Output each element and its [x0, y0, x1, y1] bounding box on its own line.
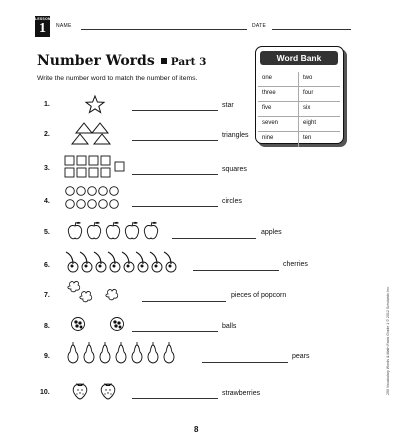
answer-line-6[interactable] [193, 270, 279, 271]
item-number-8: 8. [44, 323, 50, 330]
cherry-icon [64, 250, 190, 274]
word-bank-word: nine [258, 132, 299, 147]
answer-line-10[interactable] [132, 398, 218, 399]
instructions: Write the number word to match the number of items. [37, 75, 198, 82]
item-number-5: 5. [44, 229, 50, 236]
apple-icon [67, 219, 163, 241]
lesson-number: 1 [39, 21, 46, 36]
word-bank-row [258, 102, 340, 117]
answer-line-2[interactable] [132, 140, 218, 141]
item-number-9: 9. [44, 353, 50, 360]
item-number-2: 2. [44, 131, 50, 138]
item-number-7: 7. [44, 292, 50, 299]
item-label-7: pieces of popcorn [231, 292, 287, 299]
word-bank-word: four [303, 90, 314, 96]
word-bank-row [258, 132, 340, 147]
item-number-1: 1. [44, 101, 50, 108]
strawberry-icon [70, 380, 124, 400]
copyright-side-text: 250 Vocabulary Words & Math Facts Grade 1 © 2012 Scholastic Inc. [386, 285, 390, 395]
item-label-4: circles [222, 198, 242, 205]
date-field[interactable] [272, 29, 351, 30]
item-label-5: apples [261, 229, 282, 236]
lesson-word: LESSON [35, 17, 51, 21]
answer-line-8[interactable] [132, 331, 218, 332]
answer-line-5[interactable] [172, 238, 256, 239]
item-label-1: star [222, 102, 234, 109]
word-bank-word: seven [258, 117, 299, 131]
word-bank-word: six [303, 105, 311, 111]
item-number-6: 6. [44, 262, 50, 269]
triangle-icon [72, 122, 118, 146]
item-label-8: balls [222, 323, 237, 330]
word-bank-word: one [258, 72, 299, 86]
item-label-3: squares [222, 166, 247, 173]
star-icon [85, 95, 105, 113]
ball-icon [70, 316, 128, 332]
word-bank-row [258, 87, 340, 102]
circle-icon [65, 186, 127, 210]
page-number: 8 [194, 425, 199, 434]
pear-icon [66, 341, 190, 367]
title-main: Number Words [37, 53, 155, 69]
name-field[interactable] [81, 29, 247, 30]
word-bank-grid [258, 72, 340, 147]
square-icon [65, 156, 127, 178]
answer-line-7[interactable] [142, 301, 226, 302]
word-bank-word: eight [303, 120, 317, 126]
word-bank-word: three [258, 87, 299, 101]
item-label-9: pears [292, 353, 310, 360]
date-label: DATE [252, 23, 267, 29]
title-part: Part 3 [170, 56, 207, 68]
answer-line-4[interactable] [132, 206, 218, 207]
word-bank-word: five [258, 102, 299, 116]
answer-line-1[interactable] [132, 110, 218, 111]
item-number-10: 10. [40, 389, 50, 396]
word-bank-word: ten [303, 135, 312, 141]
word-bank-title: Word Bank [260, 51, 338, 65]
lesson-badge [35, 16, 50, 37]
answer-line-9[interactable] [202, 362, 288, 363]
item-label-2: triangles [222, 132, 249, 139]
name-label: NAME [56, 23, 72, 29]
title-bullet-icon [161, 58, 167, 64]
item-label-6: cherries [283, 261, 308, 268]
word-bank-row [258, 117, 340, 132]
popcorn-icon [66, 280, 128, 306]
word-bank [255, 46, 344, 144]
word-bank-row [258, 72, 340, 87]
answer-line-3[interactable] [132, 174, 218, 175]
word-bank-word: two [303, 75, 313, 81]
item-label-10: strawberries [222, 390, 261, 397]
page-title [37, 53, 206, 69]
item-number-4: 4. [44, 198, 50, 205]
item-number-3: 3. [44, 165, 50, 172]
